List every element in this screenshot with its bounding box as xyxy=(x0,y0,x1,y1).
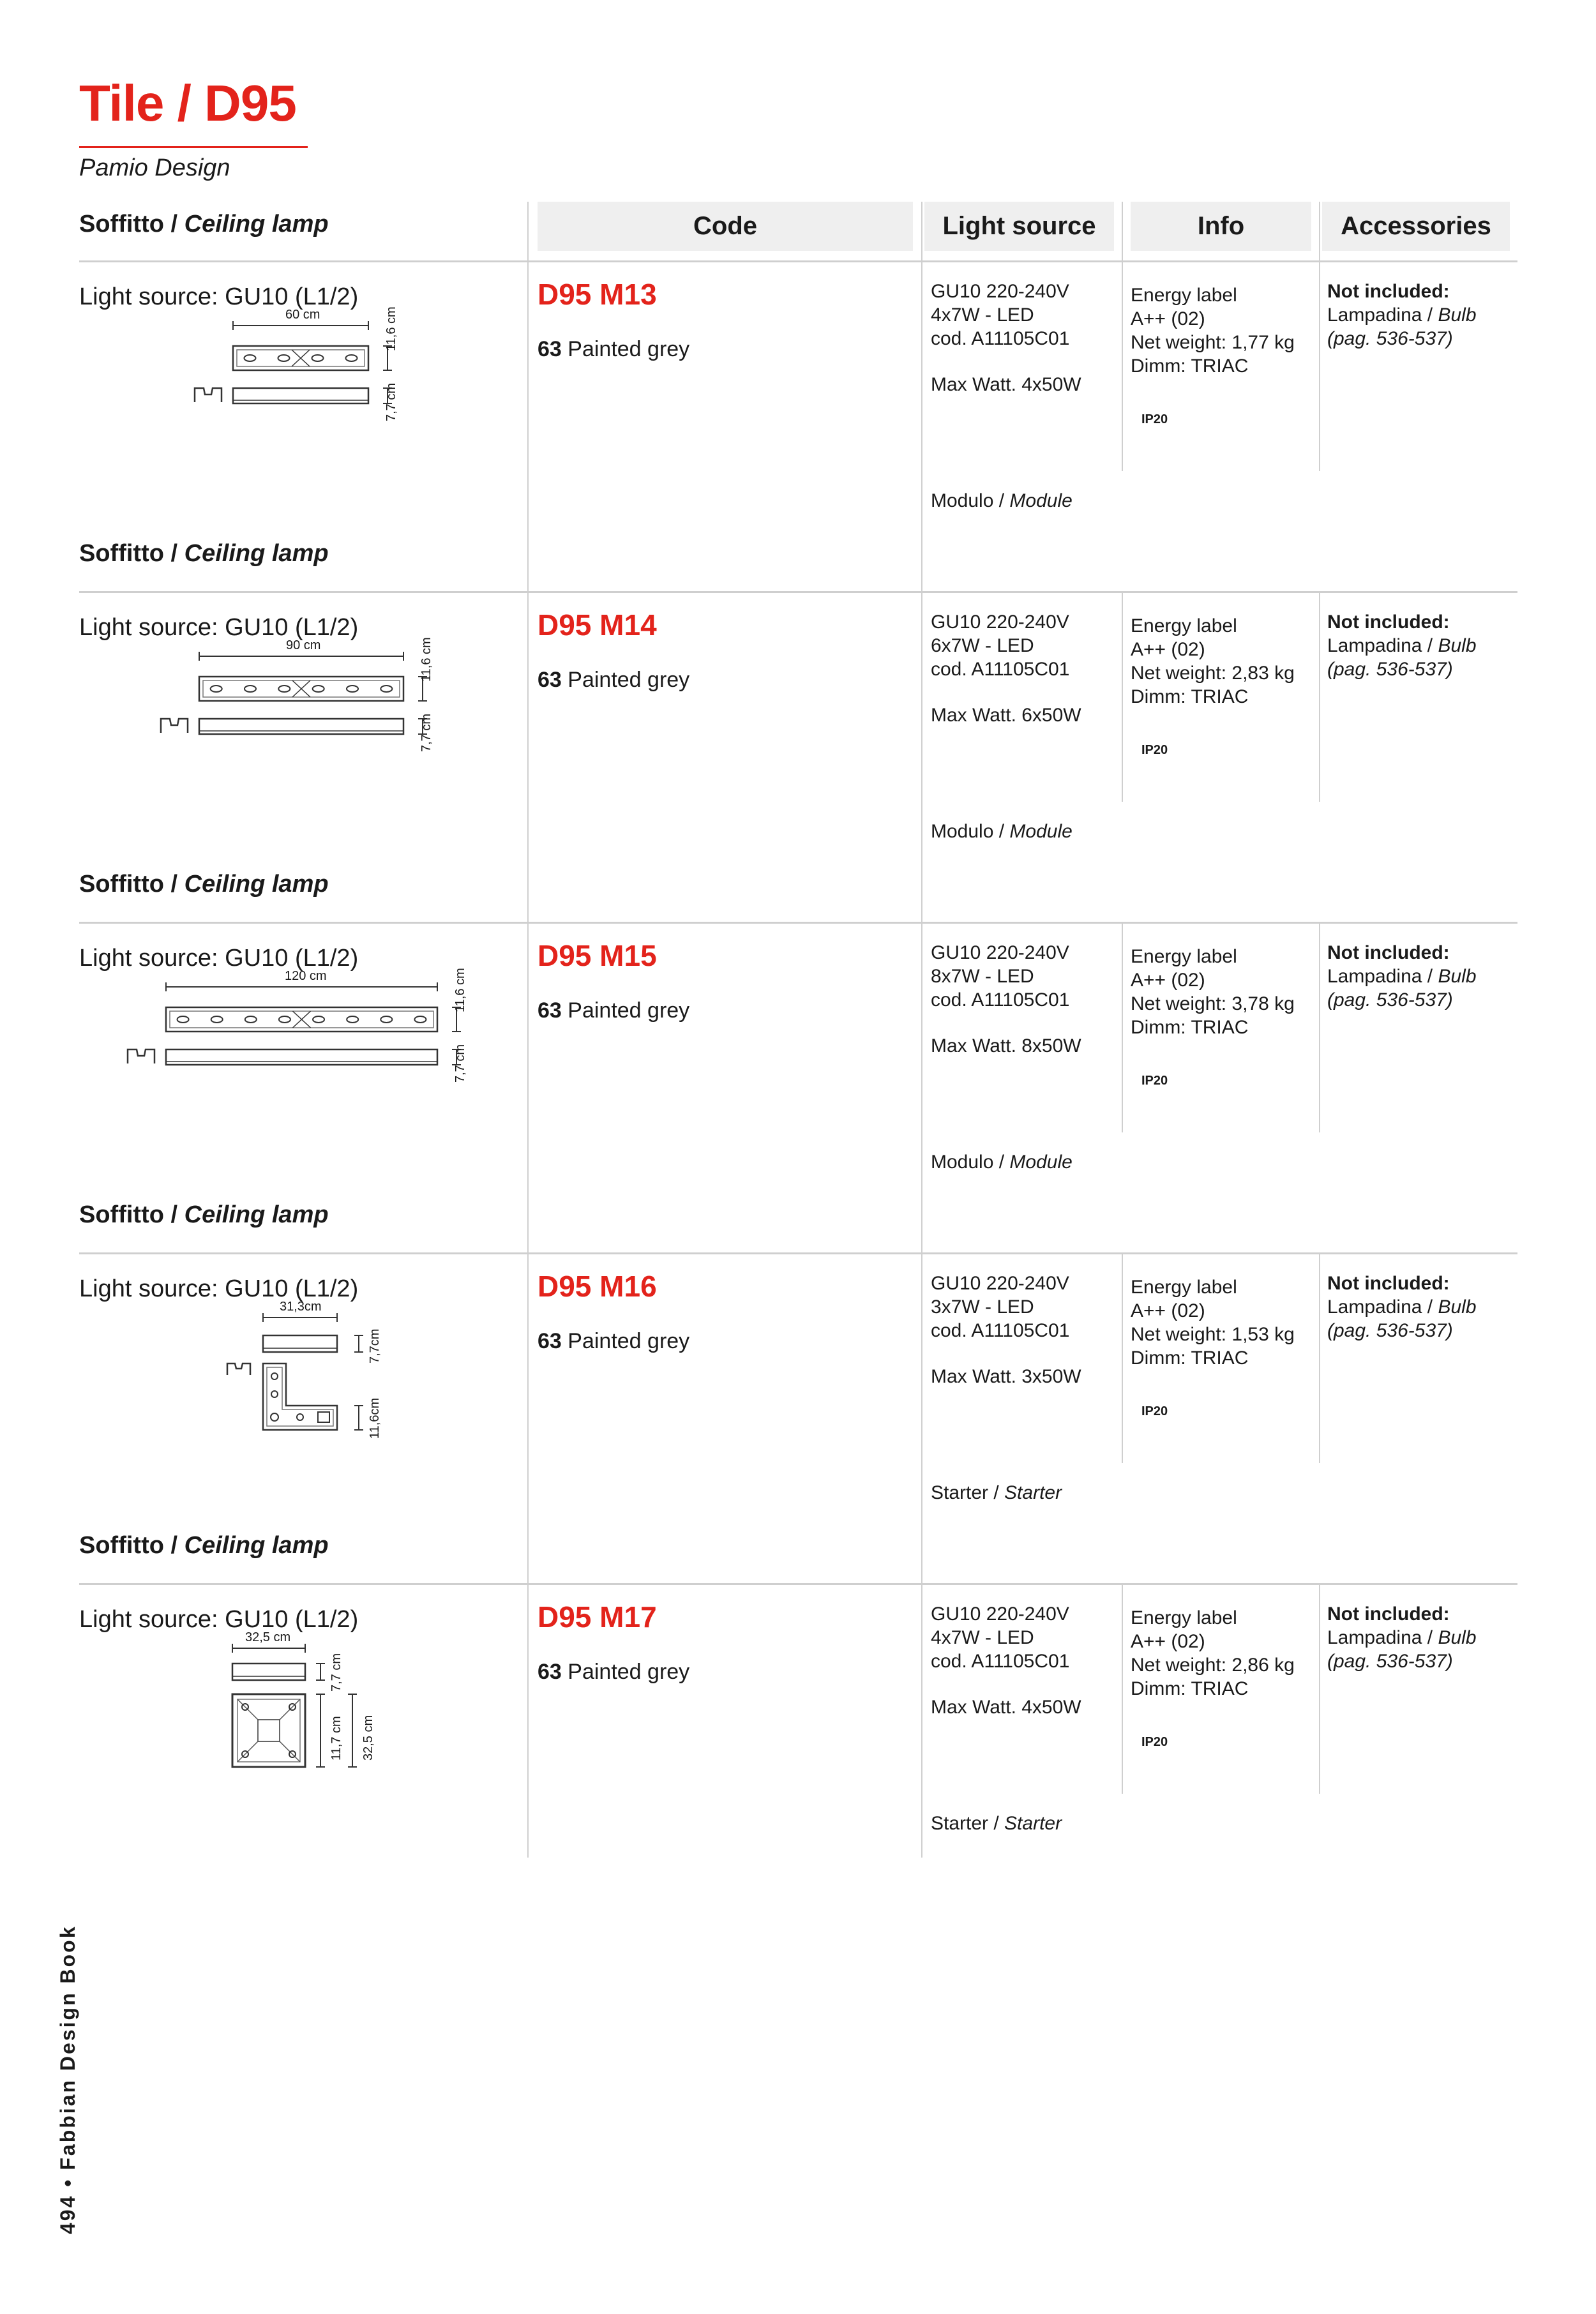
dimension-side: 32,5 cm xyxy=(361,1715,375,1761)
dimension-height: 11,6 cm xyxy=(453,968,467,1012)
module-type-en: Starter xyxy=(1004,1813,1062,1834)
max-watt: Max Watt. 4x50W xyxy=(931,1697,1081,1718)
module-type xyxy=(931,821,1073,843)
net-weight: Net weight: 1,53 kg xyxy=(1131,1324,1295,1345)
light-source-label: Light source: GU10 (L1/2) xyxy=(79,614,359,641)
column-separator xyxy=(921,260,922,591)
light-source-spec: GU10 220-240V 8x7W - LED cod. A11105C01 xyxy=(931,942,1070,1010)
module-type-it: Modulo / xyxy=(931,1152,1005,1173)
column-separator xyxy=(527,922,529,1252)
info-block xyxy=(1131,1275,1295,1370)
finish-name: Painted grey xyxy=(568,1329,690,1353)
not-included-label: Not included: xyxy=(1327,281,1450,302)
technical-drawing xyxy=(160,968,501,1111)
dimming: Dimm: TRIAC xyxy=(1131,686,1249,707)
column-header-light-source: Light source xyxy=(924,202,1114,251)
product-code[interactable]: D95 M15 xyxy=(538,939,657,972)
column-separator xyxy=(1319,1252,1320,1463)
dimension-width: 60 cm xyxy=(285,308,320,322)
column-separator xyxy=(921,1583,922,1858)
row-divider xyxy=(79,591,1517,593)
dimension-depth: 11,7 cm xyxy=(329,1716,343,1761)
column-separator xyxy=(1122,591,1123,802)
ip-rating: IP20 xyxy=(1141,1074,1168,1088)
column-separator xyxy=(527,1583,529,1858)
product-code[interactable]: D95 M14 xyxy=(538,608,657,642)
ip-rating: IP20 xyxy=(1141,1404,1168,1418)
page-footer-label: 494 • Fabbian Design Book xyxy=(56,1925,79,2234)
energy-label: Energy label xyxy=(1131,285,1237,306)
light-source-spec: GU10 220-240V 3x7W - LED cod. A11105C01 xyxy=(931,1273,1070,1341)
category-label: Soffitto / Ceiling lamp xyxy=(79,1201,329,1228)
technical-drawing xyxy=(193,637,467,781)
finish-code: 63 xyxy=(538,998,562,1023)
header-separator xyxy=(1319,202,1320,261)
row-divider xyxy=(79,1252,1517,1254)
module-type xyxy=(931,1152,1073,1173)
finish xyxy=(538,998,689,1023)
finish-code: 63 xyxy=(538,337,562,361)
dimension-width: 31,3cm xyxy=(280,1300,322,1314)
dimming: Dimm: TRIAC xyxy=(1131,356,1249,377)
column-header-accessories: Accessories xyxy=(1322,202,1510,251)
header-separator xyxy=(1122,202,1123,261)
category-label-en: Ceiling lamp xyxy=(184,540,329,567)
finish-name: Painted grey xyxy=(568,337,690,361)
net-weight: Net weight: 2,86 kg xyxy=(1131,1655,1295,1676)
energy-class: A++ (02) xyxy=(1131,970,1205,991)
light-source-label: Light source: GU10 (L1/2) xyxy=(79,1275,359,1302)
column-separator xyxy=(1319,260,1320,471)
light-source-spec: GU10 220-240V 4x7W - LED cod. A11105C01 xyxy=(931,1604,1070,1672)
dimension-width: 90 cm xyxy=(286,638,321,652)
row-divider xyxy=(79,1583,1517,1585)
column-separator xyxy=(1319,1583,1320,1794)
light-source-label: Light source: GU10 (L1/2) xyxy=(79,1606,359,1633)
max-watt: Max Watt. 3x50W xyxy=(931,1366,1081,1387)
bulb-page-ref[interactable]: (pag. 536-537) xyxy=(1327,659,1453,680)
finish xyxy=(538,1660,689,1685)
dimension-depth: 7,7 cm xyxy=(419,713,433,752)
module-type xyxy=(931,1813,1062,1835)
module-type-en: Starter xyxy=(1004,1482,1062,1503)
dimming: Dimm: TRIAC xyxy=(1131,1678,1249,1699)
category-label-en: Ceiling lamp xyxy=(184,1532,329,1559)
ip-rating: IP20 xyxy=(1141,412,1168,426)
info-block xyxy=(1131,283,1295,378)
row-divider xyxy=(79,922,1517,924)
bulb-label-it: Lampadina / xyxy=(1327,1627,1433,1648)
finish-name: Painted grey xyxy=(568,1660,690,1684)
bulb-page-ref[interactable]: (pag. 536-537) xyxy=(1327,1320,1453,1341)
dimension-width: 32,5 cm xyxy=(245,1630,291,1644)
not-included-label: Not included: xyxy=(1327,1604,1450,1625)
net-weight: Net weight: 1,77 kg xyxy=(1131,332,1295,353)
light-source-label: Light source: GU10 (L1/2) xyxy=(79,283,359,310)
ip-rating: IP20 xyxy=(1141,743,1168,757)
category-label-it: Soffitto xyxy=(79,1201,164,1228)
category-label-it: Soffitto xyxy=(79,211,164,237)
module-type-en: Module xyxy=(1009,821,1073,842)
net-weight: Net weight: 2,83 kg xyxy=(1131,663,1295,684)
max-watt: Max Watt. 4x50W xyxy=(931,374,1081,395)
bulb-label-it: Lampadina / xyxy=(1327,966,1433,987)
column-separator xyxy=(527,1252,529,1583)
bulb-label-en: Bulb xyxy=(1438,635,1477,656)
energy-class: A++ (02) xyxy=(1131,1631,1205,1652)
column-header-code: Code xyxy=(538,202,913,251)
finish-code: 63 xyxy=(538,668,562,692)
bulb-label-it: Lampadina / xyxy=(1327,304,1433,326)
page-title: Tile / D95 xyxy=(79,75,296,131)
dimension-depth: 7,7 cm xyxy=(453,1044,467,1083)
row-divider xyxy=(79,260,1517,262)
title-underline xyxy=(79,146,308,148)
finish-name: Painted grey xyxy=(568,668,690,692)
max-watt: Max Watt. 8x50W xyxy=(931,1035,1081,1056)
dimension-height: 11,6 cm xyxy=(384,306,398,351)
module-type-it: Starter / xyxy=(931,1813,999,1834)
bulb-label-en: Bulb xyxy=(1438,1296,1477,1318)
column-separator xyxy=(1319,591,1320,802)
accessories-block xyxy=(1327,280,1477,350)
column-separator xyxy=(1319,922,1320,1132)
designer-name: Pamio Design xyxy=(79,154,230,181)
not-included-label: Not included: xyxy=(1327,942,1450,963)
category-label-it: Soffitto xyxy=(79,540,164,567)
not-included-label: Not included: xyxy=(1327,1273,1450,1294)
column-separator xyxy=(1122,1252,1123,1463)
bulb-page-ref[interactable]: (pag. 536-537) xyxy=(1327,989,1453,1010)
dimension-height: 11,6 cm xyxy=(419,637,433,682)
column-separator xyxy=(527,260,529,591)
energy-label: Energy label xyxy=(1131,1277,1237,1298)
header-separator xyxy=(527,202,529,261)
column-header-info: Info xyxy=(1131,202,1311,251)
technical-drawing xyxy=(227,306,432,450)
column-separator xyxy=(1122,260,1123,471)
module-type-it: Modulo / xyxy=(931,821,1005,842)
accessories-block xyxy=(1327,1602,1477,1673)
accessories-block xyxy=(1327,610,1477,681)
column-separator xyxy=(1122,922,1123,1132)
info-block xyxy=(1131,945,1295,1039)
accessories-block xyxy=(1327,941,1477,1012)
energy-class: A++ (02) xyxy=(1131,639,1205,660)
product-code[interactable]: D95 M17 xyxy=(538,1600,657,1634)
category-label-en: Ceiling lamp xyxy=(184,1201,329,1228)
ip-rating: IP20 xyxy=(1141,1735,1168,1749)
column-separator xyxy=(1122,1583,1123,1794)
info-block xyxy=(1131,1606,1295,1701)
column-separator xyxy=(527,591,529,922)
bulb-label-en: Bulb xyxy=(1438,966,1477,987)
module-type-en: Module xyxy=(1009,490,1073,511)
finish xyxy=(538,668,689,693)
not-included-label: Not included: xyxy=(1327,612,1450,633)
module-type-it: Modulo / xyxy=(931,490,1005,511)
bulb-label-it: Lampadina / xyxy=(1327,635,1433,656)
bulb-label-en: Bulb xyxy=(1438,304,1477,326)
finish-code: 63 xyxy=(538,1329,562,1353)
light-source-spec: GU10 220-240V 4x7W - LED cod. A11105C01 xyxy=(931,281,1070,349)
module-type-en: Module xyxy=(1009,1152,1073,1173)
column-separator xyxy=(921,1252,922,1583)
max-watt: Max Watt. 6x50W xyxy=(931,705,1081,726)
energy-class: A++ (02) xyxy=(1131,308,1205,329)
product-code[interactable]: D95 M16 xyxy=(538,1270,657,1303)
finish-name: Painted grey xyxy=(568,998,690,1023)
dimension-height: 7,7cm xyxy=(368,1328,382,1364)
dimension-depth: 7,7 cm xyxy=(384,382,398,421)
category-label-en: Ceiling lamp xyxy=(184,211,329,237)
category-label: Soffitto / Ceiling lamp xyxy=(79,540,329,567)
technical-drawing xyxy=(223,1630,383,1792)
energy-label: Energy label xyxy=(1131,615,1237,636)
bulb-page-ref[interactable]: (pag. 536-537) xyxy=(1327,1651,1453,1672)
dimming: Dimm: TRIAC xyxy=(1131,1017,1249,1038)
module-type-it: Starter / xyxy=(931,1482,999,1503)
dimming: Dimm: TRIAC xyxy=(1131,1348,1249,1369)
column-separator xyxy=(921,922,922,1252)
category-label-it: Soffitto xyxy=(79,871,164,898)
light-source-spec: GU10 220-240V 6x7W - LED cod. A11105C01 xyxy=(931,612,1070,680)
product-code[interactable]: D95 M13 xyxy=(538,278,657,311)
bulb-label-en: Bulb xyxy=(1438,1627,1477,1648)
energy-label: Energy label xyxy=(1131,1607,1237,1628)
energy-class: A++ (02) xyxy=(1131,1300,1205,1321)
light-source-label: Light source: GU10 (L1/2) xyxy=(79,945,359,972)
finish-code: 63 xyxy=(538,1660,562,1684)
bulb-label-it: Lampadina / xyxy=(1327,1296,1433,1318)
dimension-height: 7,7 cm xyxy=(329,1653,343,1692)
category-heading: Soffitto / Ceiling lamp xyxy=(79,211,329,237)
header-separator xyxy=(921,202,922,261)
category-label-en: Ceiling lamp xyxy=(184,871,329,898)
category-label: Soffitto / Ceiling lamp xyxy=(79,1532,329,1559)
category-label-it: Soffitto xyxy=(79,1532,164,1559)
finish xyxy=(538,337,689,362)
net-weight: Net weight: 3,78 kg xyxy=(1131,993,1295,1014)
category-label: Soffitto / Ceiling lamp xyxy=(79,871,329,898)
bulb-page-ref[interactable]: (pag. 536-537) xyxy=(1327,328,1453,349)
dimension-depth: 11,6cm xyxy=(368,1397,382,1439)
energy-label: Energy label xyxy=(1131,946,1237,967)
module-type xyxy=(931,1482,1062,1504)
dimension-width: 120 cm xyxy=(285,969,327,983)
technical-drawing xyxy=(223,1300,383,1480)
module-type xyxy=(931,490,1073,512)
column-separator xyxy=(921,591,922,922)
info-block xyxy=(1131,614,1295,709)
accessories-block xyxy=(1327,1272,1477,1342)
finish xyxy=(538,1329,689,1354)
